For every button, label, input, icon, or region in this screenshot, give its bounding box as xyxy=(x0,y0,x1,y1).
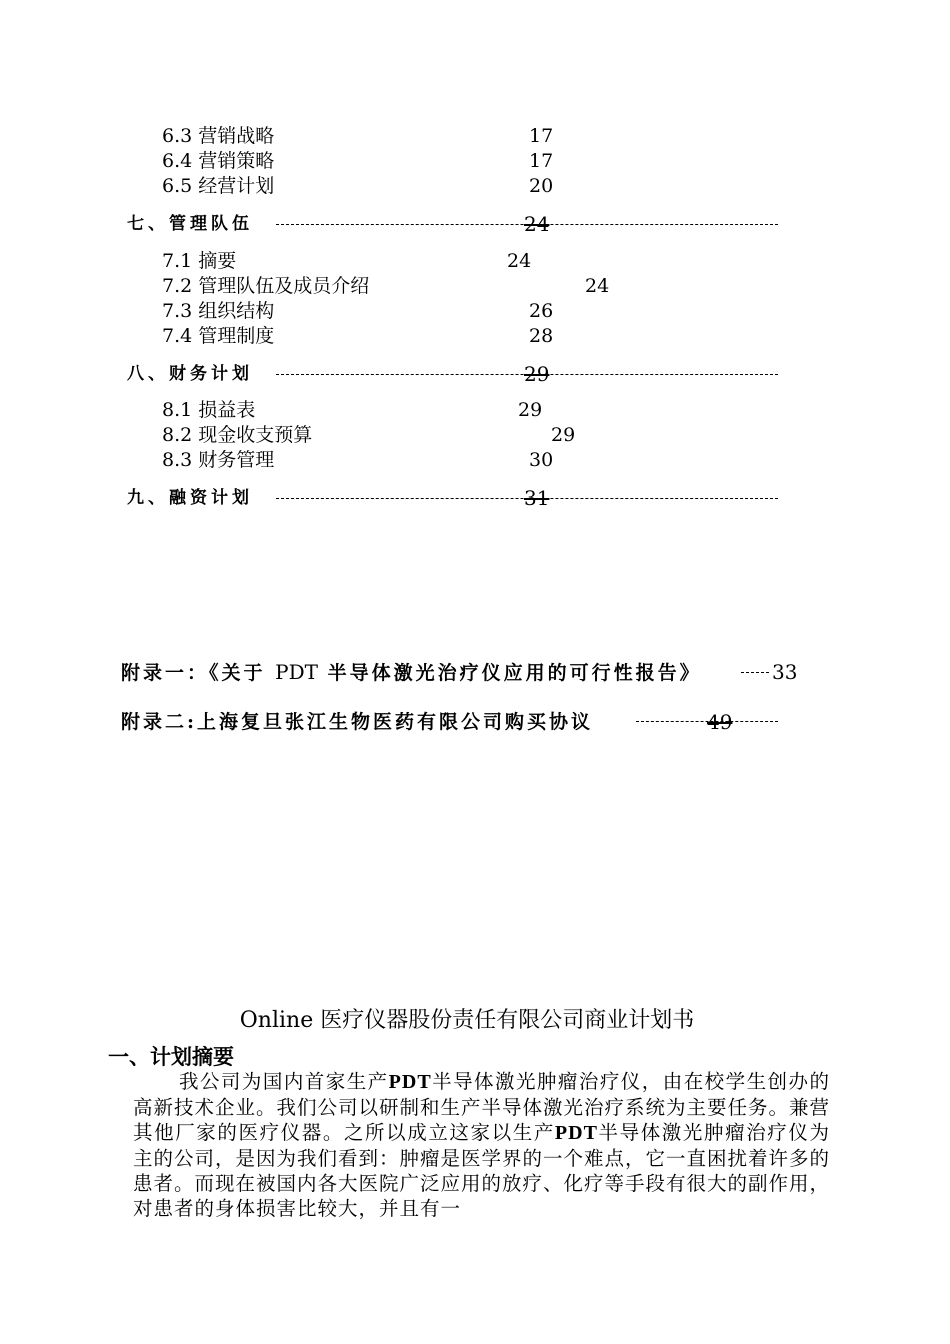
appendix-1-entry[interactable] xyxy=(121,660,702,685)
toc-page-7-4: 28 xyxy=(529,325,554,347)
toc-entry-7-3[interactable]: 7.3 组织结构 xyxy=(162,300,275,322)
toc-page-8-3: 30 xyxy=(529,449,554,471)
toc-page-chapter-8: 29 xyxy=(524,362,550,386)
toc-entry-7-4[interactable]: 7.4 管理制度 xyxy=(162,325,275,347)
para-part-3: 半导体激光肿瘤治疗仪为主的公司，是因为我们看到：肿瘤是医学界的一个难点，它一直困扰着许多的患者。而现在被国内各大医院广泛应用的放疗、化疗等手段有很大的副作用，对患者的身体损害比较大，并且有一 xyxy=(133,1121,831,1220)
pdt-term-1: PDT xyxy=(388,1071,432,1093)
toc-page-8-2: 29 xyxy=(551,424,576,446)
toc-page-7-1: 24 xyxy=(507,250,532,272)
appendix-1-prefix: 附录一：《关于 xyxy=(121,662,266,684)
para-part-2: 半导体激光肿瘤治疗仪，由在校学生创办的高新技术企业。我们公司以研制和生产半导体激光治疗系统为主要任务。兼营其他厂家的医疗仪器。之所以成立这家以生产 xyxy=(133,1070,831,1144)
toc-entry-8-2[interactable]: 8.2 现金收支预算 xyxy=(162,424,313,446)
toc-page-8-1: 29 xyxy=(518,399,543,421)
toc-page-7-2: 24 xyxy=(585,275,610,297)
toc-page-7-3: 26 xyxy=(529,300,554,322)
toc-page-6-5: 20 xyxy=(529,175,554,197)
toc-entry-7-2[interactable]: 7.2 管理队伍及成员介绍 xyxy=(162,275,370,297)
toc-entry-6-4[interactable]: 6.4 营销策略 xyxy=(162,150,275,172)
appendix-1-leader xyxy=(741,672,769,673)
toc-page-6-3: 17 xyxy=(529,125,554,147)
para-part-1: 我公司为国内首家生产 xyxy=(179,1070,389,1093)
appendix-2-entry[interactable]: 附录二:上海复旦张江生物医药有限公司购买协议 xyxy=(121,711,594,733)
toc-chapter-8[interactable]: 八、财务计划 xyxy=(127,364,253,384)
toc-entry-8-3[interactable]: 8.3 财务管理 xyxy=(162,449,275,471)
summary-paragraph xyxy=(133,1069,830,1221)
toc-entry-8-1[interactable]: 8.1 损益表 xyxy=(162,399,256,421)
appendix-2-page: 49 xyxy=(707,710,733,734)
section-heading: 一、计划摘要 xyxy=(108,1044,234,1069)
toc-page-chapter-7: 24 xyxy=(524,212,550,236)
appendix-1-page: 33 xyxy=(772,660,798,684)
toc-chapter-7[interactable]: 七、管理队伍 xyxy=(127,214,253,234)
appendix-1-pdt: PDT xyxy=(275,660,318,684)
toc-entry-7-1[interactable]: 7.1 摘要 xyxy=(162,250,237,272)
appendix-1-suffix: 半导体激光治疗仪应用的可行性报告》 xyxy=(327,662,702,684)
toc-entry-6-3[interactable]: 6.3 营销战略 xyxy=(162,125,275,147)
pdt-term-2: PDT xyxy=(554,1122,598,1144)
toc-page-6-4: 17 xyxy=(529,150,554,172)
document-title: Online 医疗仪器股份责任有限公司商业计划书 xyxy=(239,1008,695,1033)
toc-entry-6-5[interactable]: 6.5 经营计划 xyxy=(162,175,275,197)
toc-chapter-9[interactable]: 九、融资计划 xyxy=(127,488,253,508)
toc-page-chapter-9: 31 xyxy=(524,486,550,510)
